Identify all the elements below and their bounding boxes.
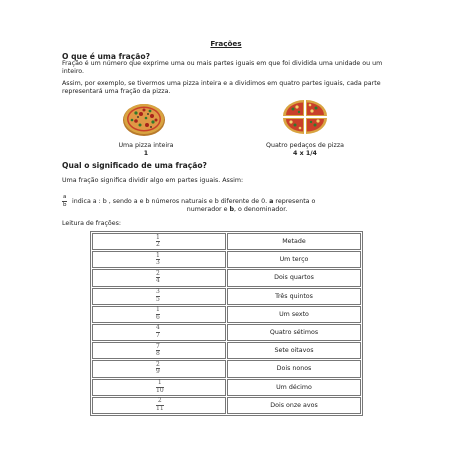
reading-fractions-label: Leitura de frações:: [62, 220, 122, 227]
fraction-symbol: [156, 398, 164, 412]
fraction-name-cell: Três quintos: [227, 288, 361, 305]
fraction-denominator: 5: [156, 295, 160, 303]
fraction-symbol: [156, 253, 160, 267]
fraction-denominator: 8: [156, 350, 160, 358]
fraction-symbol: [156, 289, 160, 303]
fraction-cell: [92, 306, 226, 323]
fraction-cell: [92, 342, 226, 359]
page-title: Frações: [210, 39, 242, 48]
fraction-name-cell: Dois quartos: [227, 269, 361, 286]
whole-pizza-image: [122, 101, 166, 137]
fraction-cell: [92, 251, 226, 268]
whole-pizza-value: 1: [143, 150, 149, 157]
table-row: [92, 397, 361, 414]
table-row: [92, 233, 361, 250]
fraction-cell: [92, 379, 226, 396]
paragraph-meaning-intro: Uma fração significa dividir algo em partes iguais. Assim:: [62, 177, 244, 184]
fraction-numerator: 2: [156, 269, 160, 277]
paragraph-definition: Fração é um número que exprime uma ou mais partes iguais em que foi dividida uma unidade ou um inteiro.: [62, 60, 383, 76]
fraction-denominator: 3: [156, 259, 160, 267]
fraction-denominator: 7: [156, 332, 160, 340]
fraction-denominator: 4: [156, 277, 160, 285]
fraction-name-cell: Dois onze avos: [227, 397, 361, 414]
fraction-cell: [92, 233, 226, 250]
fraction-symbol: [156, 380, 164, 394]
quartered-pizza-value: 4 x 1/4: [293, 150, 317, 157]
fraction-cell: [92, 269, 226, 286]
fraction-numerator: 2: [157, 397, 162, 405]
fraction-cell: [92, 397, 226, 414]
fraction-cell: [92, 360, 226, 377]
fraction-numerator: 4: [156, 324, 160, 332]
fraction-name-cell: Quatro sétimos: [227, 324, 361, 341]
fraction-denominator: 10: [156, 386, 164, 394]
fraction-numerator: 1: [156, 306, 160, 314]
table-row: [92, 269, 361, 286]
quartered-pizza-caption: Quatro pedaços de pizza 4 x 1/4: [245, 142, 365, 158]
table-row: [92, 379, 361, 396]
fraction-numerator: 1: [156, 251, 160, 259]
fraction-denominator: 6: [156, 313, 160, 321]
fraction-denominator: 11: [156, 404, 164, 412]
table-row: [92, 342, 361, 359]
quartered-pizza-image: [280, 97, 330, 137]
whole-pizza-caption: Uma pizza inteira 1: [86, 142, 206, 158]
fraction-numerator: 2: [156, 360, 160, 368]
fraction-cell: [92, 324, 226, 341]
fraction-symbol: [156, 235, 160, 249]
fraction-symbol: [156, 271, 160, 285]
section-heading-what-is: O que é uma fração?: [62, 52, 151, 61]
fraction-cell: [92, 288, 226, 305]
fraction-numerator: 3: [156, 288, 160, 296]
fraction-name-cell: Um terço: [227, 251, 361, 268]
fraction-definition-text: indica a : b , sendo a e b números naturais e b diferente de 0. a representa o numerador e b, o denominador.: [72, 198, 316, 214]
inline-fraction-a-over-b: $\frac{a}{b}$: [62, 194, 67, 208]
table-row: [92, 324, 361, 341]
table-row: [92, 360, 361, 377]
fraction-symbol: [156, 325, 160, 339]
paragraph-pizza-example: Assim, por exemplo, se tivermos uma pizza inteira e a dividimos em quatro partes iguais, cada parte representará uma fração da pizza.: [62, 80, 381, 96]
fraction-numerator: 7: [156, 342, 160, 350]
fraction-symbol: [156, 362, 160, 376]
fraction-symbol: [156, 344, 160, 358]
fraction-denominator: 9: [156, 368, 160, 376]
fractions-reading-table: [90, 231, 363, 416]
table-row: [92, 251, 361, 268]
fraction-symbol: [156, 307, 160, 321]
fraction-name-cell: Um sexto: [227, 306, 361, 323]
fraction-name-cell: Um décimo: [227, 379, 361, 396]
fraction-name-cell: Metade: [227, 233, 361, 250]
table-row: [92, 306, 361, 323]
fraction-numerator: 1: [156, 233, 160, 241]
fraction-name-cell: Sete oitavos: [227, 342, 361, 359]
section-heading-meaning: Qual o significado de uma fração?: [62, 161, 207, 170]
fraction-name-cell: Dois nonos: [227, 360, 361, 377]
fraction-denominator: 2: [156, 241, 160, 249]
fraction-numerator: 1: [157, 379, 162, 386]
table-row: [92, 288, 361, 305]
